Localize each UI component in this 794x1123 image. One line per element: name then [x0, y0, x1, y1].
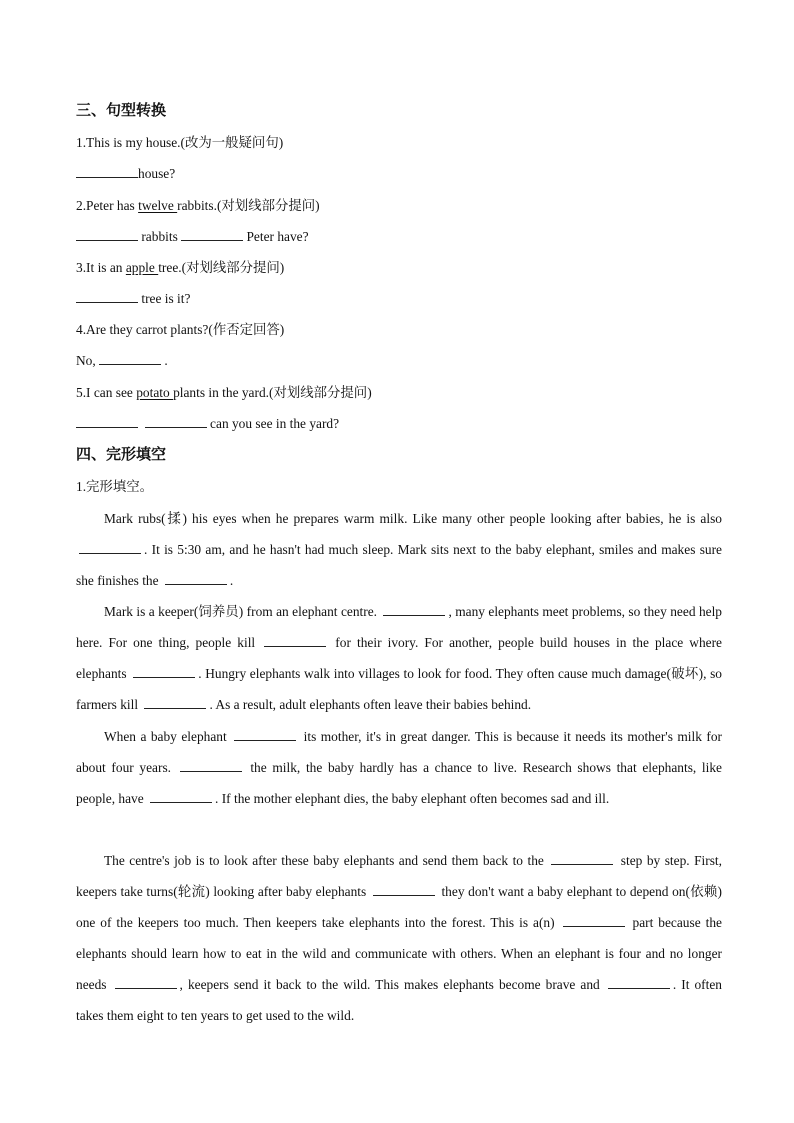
answer-text: No,: [76, 353, 100, 368]
cloze-blank[interactable]: [373, 884, 435, 896]
answer-text: .: [161, 353, 168, 368]
cloze-blank[interactable]: [383, 604, 445, 616]
cloze-blank[interactable]: [144, 697, 206, 709]
cloze-blank[interactable]: [115, 977, 177, 989]
cloze-paragraph-3: When a baby elephant its mother, it's in great danger. This is because it needs its mother's milk for about four years. the milk, the baby hardly has a chance to live. Research shows that elephants, like people, have . If the mother elephant dies, the baby elephant often becomes sad and ill.: [76, 729, 723, 806]
answer-text: house?: [138, 166, 176, 181]
cloze-blank[interactable]: [79, 542, 141, 554]
cloze-blank[interactable]: [150, 791, 212, 803]
answer-text: tree is it?: [138, 291, 191, 306]
cloze-blank[interactable]: [165, 573, 227, 585]
answer-text: Peter have?: [243, 229, 309, 244]
cloze-blank[interactable]: [608, 977, 670, 989]
question-4: 4.Are they carrot plants?(作否定回答): [76, 322, 285, 337]
answer-blank[interactable]: [76, 291, 138, 303]
cloze-blank[interactable]: [563, 915, 625, 927]
answer-1: [76, 166, 175, 182]
cloze-subheading: 1.完形填空。: [76, 479, 153, 494]
answer-blank[interactable]: [76, 229, 138, 241]
question-2: [76, 198, 320, 214]
cloze-blank[interactable]: [264, 635, 326, 647]
section-4-heading: 四、完形填空: [76, 445, 167, 463]
underlined-word: twelve: [138, 198, 178, 213]
question-text: 2.Peter has: [76, 198, 139, 213]
cloze-paragraph-2: Mark is a keeper(饲养员) from an elephant centre. , many elephants meet problems, so they need help here. For one thing, people kill for their ivory. For another, people build houses in the place where elephants . Hungry elephants walk into villages to look for food. They often cause much damage(破坏), so farmers kill . As a result, adult elephants often leave their babies behind.: [76, 604, 722, 712]
cloze-blank[interactable]: [133, 666, 195, 678]
question-text: 5.I can see: [76, 385, 137, 400]
answer-blank[interactable]: [181, 229, 243, 241]
answer-blank[interactable]: [145, 416, 207, 428]
section-3-heading: 三、句型转换: [76, 101, 167, 119]
answer-2: [76, 229, 309, 245]
answer-4: [76, 353, 168, 369]
answer-blank[interactable]: [76, 166, 138, 178]
answer-blank[interactable]: [99, 353, 161, 365]
answer-text: rabbits: [138, 229, 182, 244]
underlined-word: potato: [136, 385, 174, 400]
underlined-word: apple: [125, 260, 159, 275]
answer-5: [76, 416, 339, 432]
question-text: tree.(对划线部分提问): [158, 260, 285, 275]
answer-blank[interactable]: [76, 416, 138, 428]
question-text: plants in the yard.(对划线部分提问): [173, 385, 372, 400]
question-3: [76, 260, 284, 276]
question-text: 3.It is an: [76, 260, 126, 275]
cloze-blank[interactable]: [180, 760, 242, 772]
cloze-blank[interactable]: [234, 729, 296, 741]
cloze-paragraph-4: The centre's job is to look after these baby elephants and send them back to the step by step. First, keepers take turns(轮流) looking after baby elephants they don't want a baby elephant to depend on(依赖) one of the keepers too much. Then keepers take elephants into the forest. This is a(n) part because the elephants should learn how to eat in the wild and communicate with others. When an elephant is four and no longer needs , keepers send it back to the wild. This makes elephants become brave and . It often takes them eight to ten years to get used to the wild.: [76, 853, 723, 1023]
answer-text: can you see in the yard?: [206, 416, 340, 431]
answer-3: [76, 291, 190, 307]
cloze-blank[interactable]: [551, 853, 613, 865]
question-text: rabbits.(对划线部分提问): [177, 198, 320, 213]
question-5: [76, 385, 372, 401]
question-1: 1.This is my house.(改为一般疑问句): [76, 135, 284, 150]
cloze-paragraph-1: Mark rubs(揉) his eyes when he prepares warm milk. Like many other people looking after babies, he is also . It is 5:30 am, and he hasn't had much sleep. Mark sits next to the baby elephant, smiles and makes sure she finishes the .: [76, 511, 722, 588]
